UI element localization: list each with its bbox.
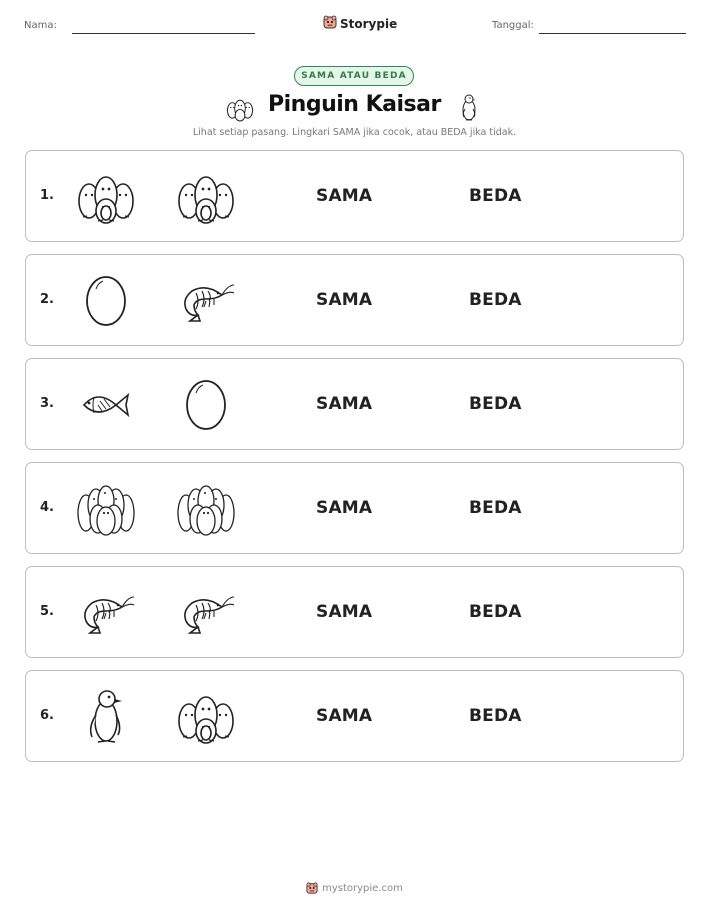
shrimp-icon bbox=[176, 271, 236, 329]
colony-icon bbox=[76, 479, 136, 537]
page-title: Pinguin Kaisar bbox=[268, 92, 441, 117]
penguins-icon bbox=[76, 167, 136, 225]
option-diff[interactable]: BEDA bbox=[469, 706, 522, 726]
page-header bbox=[0, 14, 709, 38]
footer-url: mystorypie.com bbox=[322, 882, 403, 894]
instructions: Lihat setiap pasang. Lingkari SAMA jika cocok, atau BEDA jika tidak. bbox=[192, 127, 517, 138]
name-label: Nama: bbox=[24, 20, 57, 31]
option-diff[interactable]: BEDA bbox=[469, 602, 522, 622]
row-number: 1. bbox=[40, 188, 54, 203]
exercise-row bbox=[25, 358, 684, 450]
option-same[interactable]: SAMA bbox=[316, 394, 373, 414]
row-number: 5. bbox=[40, 604, 54, 619]
title-row bbox=[0, 92, 709, 124]
exercise-row bbox=[25, 254, 684, 346]
penguin-icon bbox=[76, 687, 136, 745]
option-same[interactable]: SAMA bbox=[316, 186, 373, 206]
egg-icon bbox=[76, 271, 136, 329]
row-number: 3. bbox=[40, 396, 54, 411]
brand bbox=[323, 14, 397, 33]
row-number: 4. bbox=[40, 500, 54, 515]
option-diff[interactable]: BEDA bbox=[469, 394, 522, 414]
option-same[interactable]: SAMA bbox=[316, 290, 373, 310]
page-footer bbox=[0, 878, 709, 898]
date-label: Tanggal: bbox=[492, 20, 534, 31]
shrimp-icon bbox=[76, 583, 136, 641]
row-number: 2. bbox=[40, 292, 54, 307]
penguins-icon bbox=[176, 687, 236, 745]
option-diff[interactable]: BEDA bbox=[469, 186, 522, 206]
option-diff[interactable]: BEDA bbox=[469, 290, 522, 310]
exercise-row bbox=[25, 150, 684, 242]
shrimp-icon bbox=[176, 583, 236, 641]
penguin-icon bbox=[459, 92, 479, 126]
row-number: 6. bbox=[40, 708, 54, 723]
penguin-group-icon bbox=[224, 94, 256, 126]
fish-icon bbox=[76, 375, 136, 433]
option-same[interactable]: SAMA bbox=[316, 706, 373, 726]
brand-name: Storypie bbox=[340, 16, 398, 31]
exercise-row bbox=[25, 670, 684, 762]
exercise-row bbox=[25, 462, 684, 554]
storypie-logo-icon bbox=[323, 14, 337, 33]
exercise-row bbox=[25, 566, 684, 658]
egg-icon bbox=[176, 375, 236, 433]
storypie-logo-icon bbox=[306, 879, 318, 898]
penguins-icon bbox=[176, 167, 236, 225]
worksheet-badge: SAMA ATAU BEDA bbox=[294, 66, 414, 86]
option-same[interactable]: SAMA bbox=[316, 602, 373, 622]
name-field[interactable] bbox=[72, 33, 255, 34]
colony-icon bbox=[176, 479, 236, 537]
option-diff[interactable]: BEDA bbox=[469, 498, 522, 518]
option-same[interactable]: SAMA bbox=[316, 498, 373, 518]
date-field[interactable] bbox=[539, 33, 686, 34]
